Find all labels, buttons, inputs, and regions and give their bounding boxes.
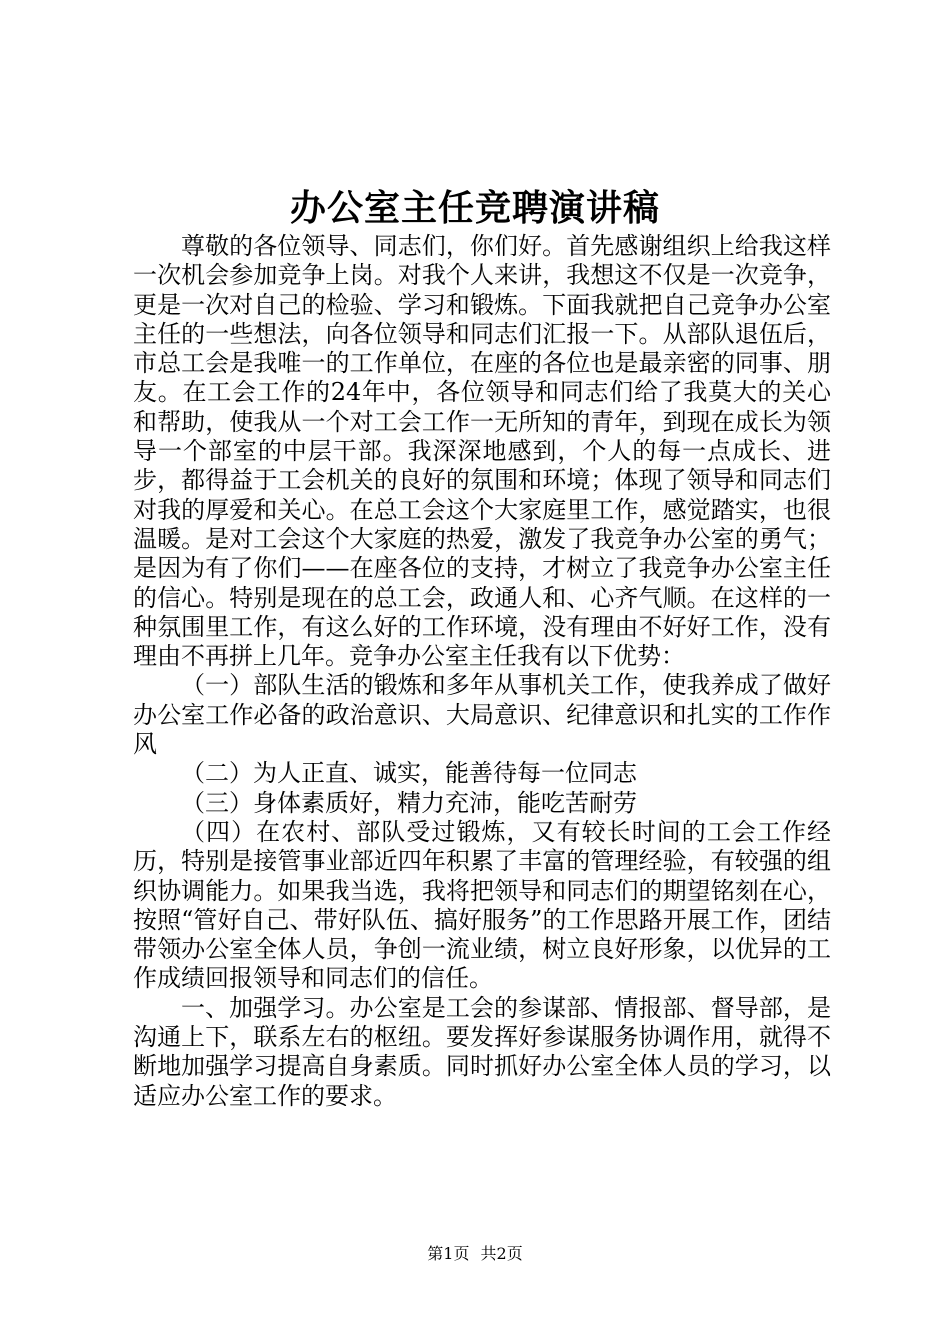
page-number: 第1页 [427, 1244, 470, 1263]
paragraph-advantage-1: （一）部队生活的锻炼和多年从事机关工作，使我养成了做好办公室工作必备的政治意识、大局意识、纪律意识和扎实的工作作风 [133, 671, 831, 759]
paragraph-intro: 尊敬的各位领导、同志们，你们好。首先感谢组织上给我这样一次机会参加竞争上岗。对我个人来讲，我想这不仅是一次竞争，更是一次对自己的检验、学习和锻炼。下面我就把自己竞争办公室主任的一些想法，向各位领导和同志们汇报一下。从部队退伍后，市总工会是我唯一的工作单位，在座的各位也是最亲密的同事、朋友。在工会工作的24年中，各位领导和同志们给了我莫大的关心和帮助，使我从一个对工会工作一无所知的青年，到现在成长为领导一个部室的中层干部。我深深地感到，个人的每一点成长、进步，都得益于工会机关的良好的氛围和环境；体现了领导和同志们对我的厚爱和关心。在总工会这个大家庭里工作，感觉踏实，也很温暖。是对工会这个大家庭的热爱，激发了我竞争办公室的勇气；是因为有了你们——在座各位的支持，才树立了我竞争办公室主任的信心。特别是现在的总工会，政通人和、心齐气顺。在这样的一种氛围里工作，有这么好的工作环境，没有理由不好好工作，没有理由不再拼上几年。竞争办公室主任我有以下优势： [133, 232, 831, 671]
document-title: 办公室主任竞聘演讲稿 [289, 187, 660, 229]
paragraph-advantage-2: （二）为人正直、诚实，能善待每一位同志 [181, 759, 637, 788]
paragraph-advantage-3: （三）身体素质好，精力充沛，能吃苦耐劳 [181, 788, 637, 817]
document-body [133, 232, 831, 1111]
paragraph-section-1: 一、加强学习。办公室是工会的参谋部、情报部、督导部，是沟通上下，联系左右的枢纽。要发挥好参谋服务协调作用，就得不断地加强学习提高自身素质。同时抓好办公室全体人员的学习，以适应办公室工作的要求。 [133, 993, 831, 1110]
page-footer [0, 1243, 950, 1265]
paragraph-advantage-4: （四）在农村、部队受过锻炼，又有较长时间的工会工作经历，特别是接管事业部近四年积累了丰富的管理经验，有较强的组织协调能力。如果我当选，我将把领导和同志们的期望铭刻在心，按照“管好自己、带好队伍、搞好服务”的工作思路开展工作，团结带领办公室全体人员，争创一流业绩，树立良好形象，以优异的工作成绩回报领导和同志们的信任。 [133, 817, 831, 993]
page-total: 共2页 [480, 1244, 523, 1263]
